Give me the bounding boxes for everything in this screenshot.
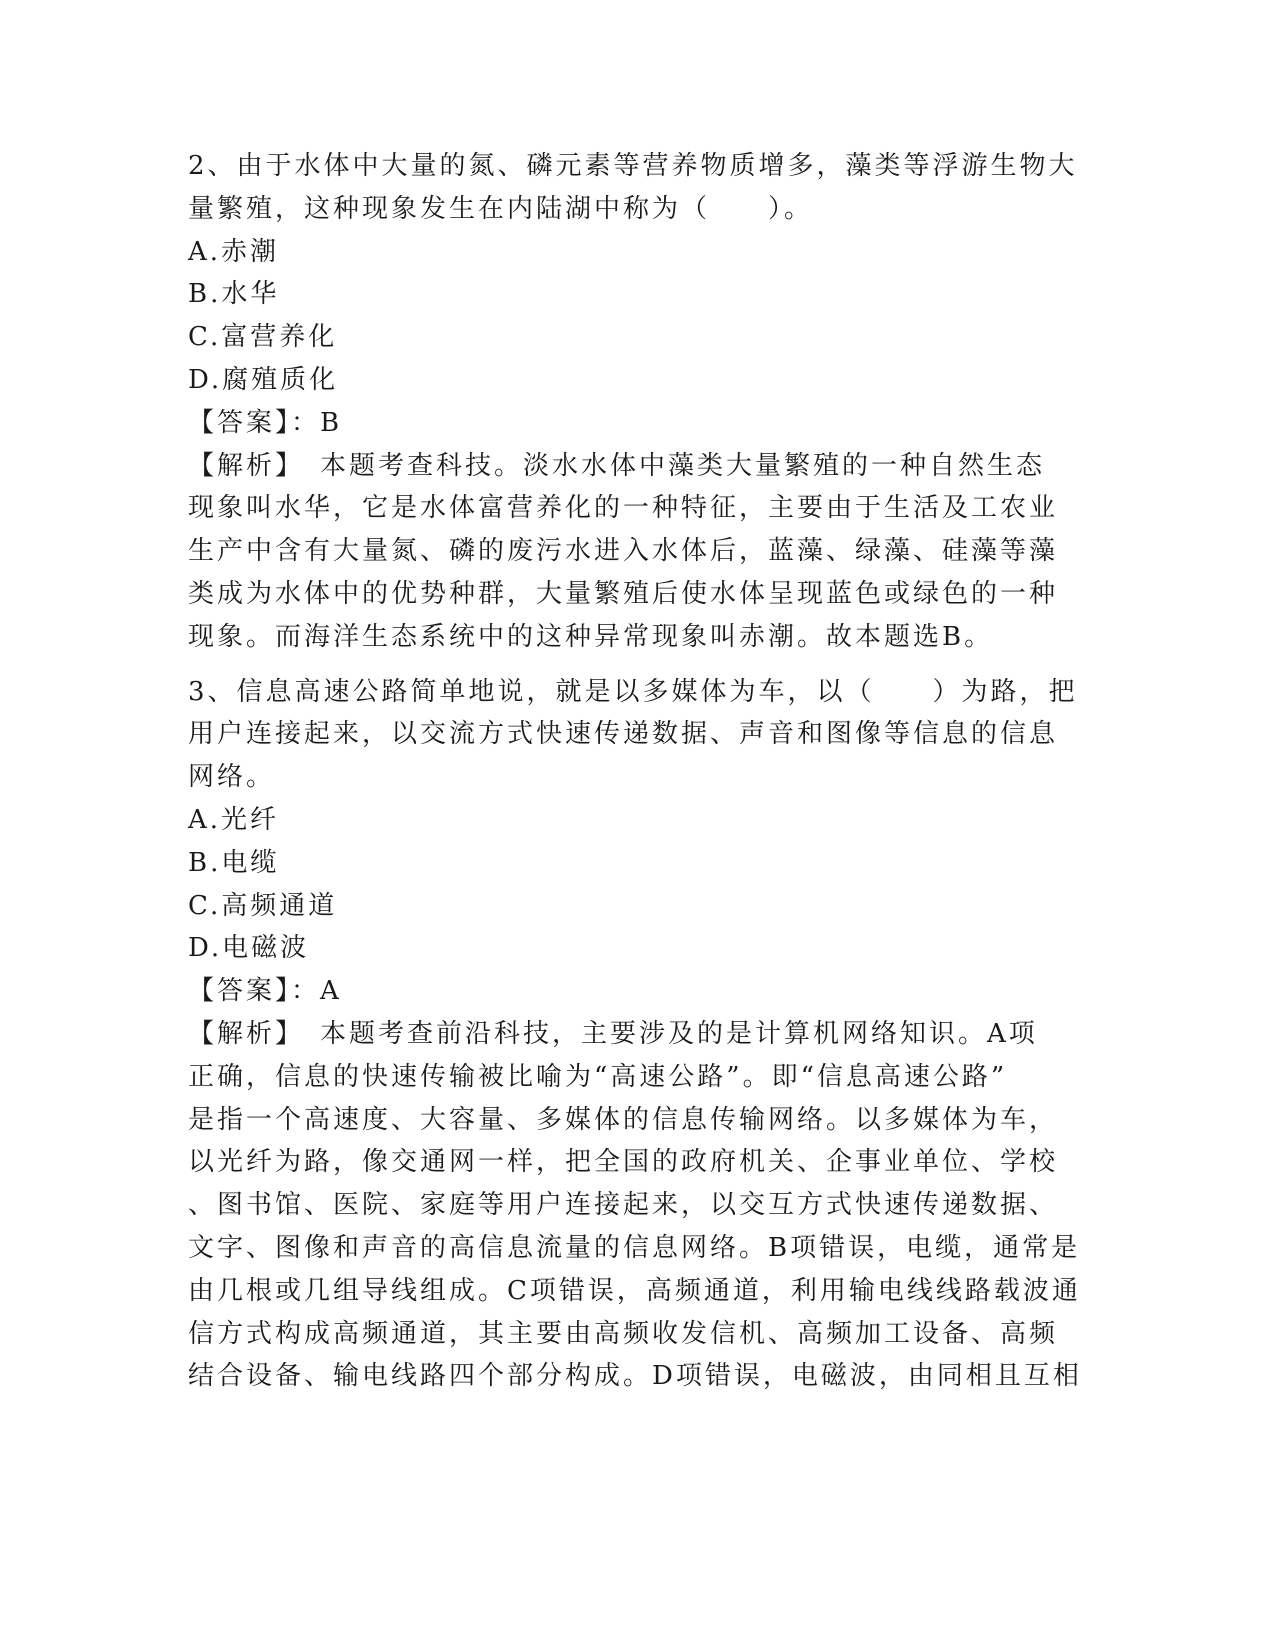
- analysis-line: 现象。而海洋生态系统中的这种异常现象叫赤潮。故本题选B。: [188, 621, 994, 652]
- analysis-block: [188, 445, 1088, 659]
- analysis-line: 由几根或几组导线组成。C项错误，高频通道，利用输电线线路载波通: [188, 1275, 1081, 1306]
- analysis-line: 【解析】 本题考查前沿科技，主要涉及的是计算机网络知识。A项: [188, 1018, 1038, 1049]
- option-d: D.电磁波: [188, 933, 310, 964]
- option-d: D.腐殖质化: [188, 364, 339, 395]
- option-list: [188, 799, 1088, 970]
- analysis-line: 现象叫水华，它是水体富营养化的一种特征，主要由于生活及工农业: [188, 493, 1059, 524]
- question-stem: [188, 671, 1088, 799]
- analysis-line: 生产中含有大量氮、磷的废污水进入水体后，蓝藻、绿藻、硅藻等藻: [188, 536, 1059, 567]
- analysis-line: 以光纤为路，像交通网一样，把全国的政府机关、企事业单位、学校: [188, 1147, 1059, 1178]
- question-stem: [188, 145, 1088, 231]
- stem-line: 2、由于水体中大量的氮、磷元素等营养物质增多，藻类等浮游生物大: [188, 151, 1078, 181]
- option-b: B.电缆: [188, 847, 280, 878]
- option-a: A.赤潮: [188, 236, 280, 267]
- analysis-line: 、图书馆、医院、家庭等用户连接起来，以交互方式快速传递数据、: [188, 1190, 1059, 1221]
- analysis-line: 【解析】 本题考查科技。淡水水体中藻类大量繁殖的一种自然生态: [188, 450, 1046, 481]
- analysis-line: 类成为水体中的优势种群，大量繁殖后使水体呈现蓝色或绿色的一种: [188, 578, 1059, 609]
- option-c: C.高频通道: [188, 890, 338, 921]
- stem-line: 3、信息高速公路简单地说，就是以多媒体为车，以（ ）为路，把: [188, 676, 1078, 707]
- stem-line: 用户连接起来，以交流方式快速传递数据、声音和图像等信息的信息: [188, 719, 1059, 750]
- option-b: B.水华: [188, 279, 280, 310]
- option-a: A.光纤: [188, 804, 280, 835]
- stem-line: 量繁殖，这种现象发生在内陆湖中称为（ ）。: [188, 193, 814, 224]
- analysis-line: 信方式构成高频通道，其主要由高频收发信机、高频加工设备、高频: [188, 1318, 1059, 1349]
- option-c: C.富营养化: [188, 322, 338, 353]
- analysis-line: 是指一个高速度、大容量、多媒体的信息传输网络。以多媒体为车，: [188, 1104, 1059, 1135]
- analysis-line: 正确，信息的快速传输被比喻为“高速公路”。即“信息高速公路”: [188, 1061, 1008, 1092]
- analysis-line: 文字、图像和声音的高信息流量的信息网络。B项错误，电缆，通常是: [188, 1232, 1081, 1263]
- question-3: [188, 671, 1088, 1399]
- answer-line: 【答案】：B: [188, 407, 343, 438]
- document-page: [188, 145, 1088, 1398]
- answer-line: 【答案】：A: [188, 976, 342, 1007]
- analysis-line: 结合设备、输电线路四个部分构成。D项错误，电磁波，由同相且互相: [188, 1361, 1082, 1392]
- question-2: [188, 145, 1088, 659]
- stem-line: 网络。: [188, 762, 276, 793]
- analysis-block: [188, 1013, 1088, 1398]
- option-list: [188, 231, 1088, 402]
